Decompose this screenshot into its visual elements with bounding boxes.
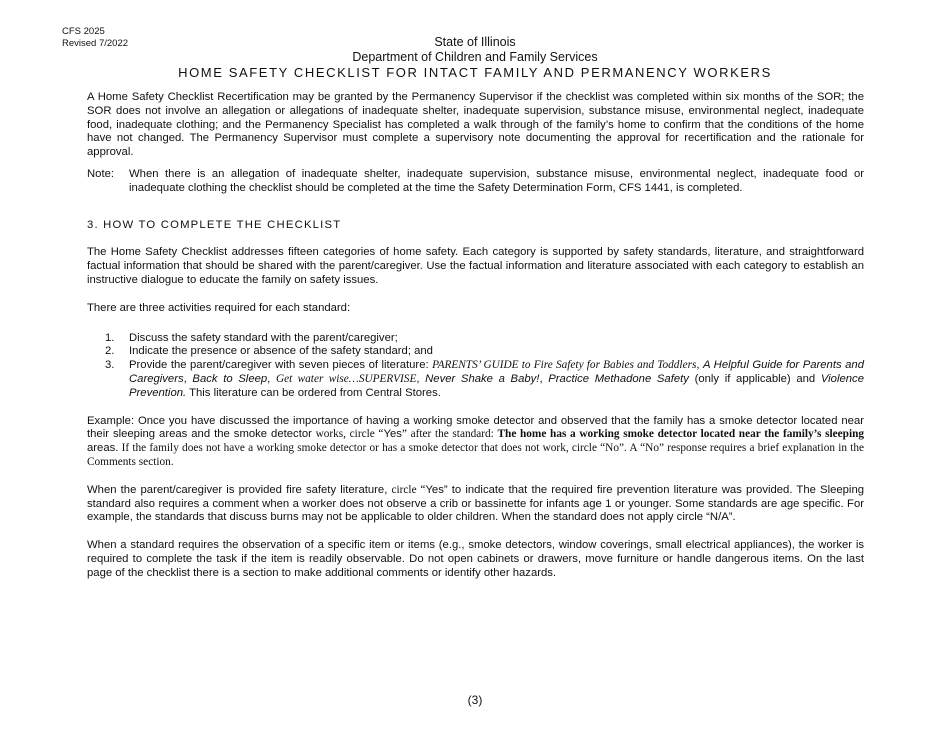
literature-title: Violence Prevention.: [129, 372, 864, 399]
list-item-text: [129, 359, 864, 400]
list-item: [87, 332, 864, 346]
example-text: ” after the standard:: [401, 428, 498, 441]
observation-paragraph: When a standard requires the observation of a specific item or items (e.g., smoke detectors, window coverings, small electrical appliances), the worker is required to complete the task if the item is readily observable. Do not open cabinets or drawers, move furniture or handle dangerous items. On the last page of the checklist there is a section to make additional comments or identify other hazards.: [87, 539, 864, 579]
list-item: [87, 345, 864, 359]
separator: ,: [183, 372, 193, 385]
form-number: CFS 2025: [62, 26, 105, 37]
literature-note: (only if applicable) and: [688, 372, 821, 385]
literature-title: Never Shake a Baby!: [425, 372, 540, 385]
document-title: HOME SAFETY CHECKLIST FOR INTACT FAMILY AND PERMANENCY WORKERS: [178, 65, 772, 80]
literature-lead: Provide the parent/caregiver with seven pieces of literature:: [129, 359, 433, 372]
example-text: If the family does not have a working smoke detector or has a smoke detector that does not work, circle “No”. A “No” response requires a brief explanation in the Comments section.: [87, 442, 864, 468]
literature-title: Get water wise…SUPERVISE: [275, 372, 417, 385]
section-heading: 3. HOW TO COMPLETE THE CHECKLIST: [87, 218, 342, 231]
section-paragraph-2: There are three activities required for each standard:: [87, 301, 351, 314]
form-revision: Revised 7/2022: [62, 38, 129, 49]
department-heading: Department of Children and Family Services: [352, 50, 598, 64]
list-item-number: 2.: [105, 345, 115, 358]
example-standard-end: areas.: [87, 442, 119, 455]
separator: ,: [267, 372, 276, 385]
activities-list: [87, 332, 864, 401]
section-paragraph-1: The Home Safety Checklist addresses fifteen categories of home safety. Each category is supported by safety standards, literature, and straightforward factual information that should be shared with the parent/caregiver. Use the factual information and literature associated with each category to establish an instructive dialogue to educate the family on safety issues.: [87, 246, 864, 286]
literature-paragraph: [87, 484, 864, 525]
page-number: (3): [467, 693, 483, 707]
literature-title: A Helpful Guide for Parents and Caregivers: [129, 359, 864, 385]
example-yes: Yes: [383, 428, 402, 441]
paragraph-text: circle “: [391, 483, 426, 496]
document-body: [87, 91, 864, 581]
literature-title: Practice Methadone Safety: [548, 372, 689, 385]
list-item: [87, 359, 864, 400]
list-item-text: Discuss the safety standard with the parent/caregiver;: [129, 331, 398, 344]
separator: ,: [696, 359, 704, 372]
note-text: When there is an allegation of inadequate shelter, inadequate supervision, substance misuse, environmental neglect, inadequate food or inadequate clothing the checklist should be completed at the time the Safety Determination Form, CFS 1441, is completed.: [129, 167, 864, 194]
literature-title: PARENTS’ GUIDE to Fire Safety for Babies and Toddlers: [432, 359, 697, 372]
literature-title: Back to Sleep: [192, 372, 268, 385]
state-heading: State of Illinois: [434, 35, 516, 49]
separator: ,: [416, 372, 426, 385]
example-paragraph: [87, 415, 864, 470]
intro-paragraph: A Home Safety Checklist Recertification may be granted by the Permanency Supervisor if the checklist was completed within six months of the SOR; the SOR does not involve an allegation or allegations of inadequate shelter, inadequate supervision, substance misuse, environmental neglect, inadequate food, inadequate clothing; and the Permanency Specialist has completed a walk through of the family’s home to confirm that the conditions of the home have not changed. The Permanency Supervisor must complete a supervisory note documenting the approval for recertification and the rationale for approval.: [87, 91, 864, 159]
note-block: [87, 168, 864, 196]
paragraph-text: Yes” to indicate that the required fire prevention literature was provided. The Sleeping standard also requires a comment when a worker does not observe a crib or bassinette for infants age 1 or younger. Some standards are age specific. For example, the standards that discuss burns may not be applicable to older children. When the standard does not apply circle “N/A”.: [87, 483, 865, 524]
list-item-text: Indicate the presence or absence of the safety standard; and: [129, 345, 433, 358]
note-label: Note:: [87, 167, 115, 180]
example-text: Example: Once you have discussed the importance of having a working smoke detector and observed that the family has a smoke detector located near their sleeping areas and the smoke detector: [87, 414, 864, 441]
example-text: works, circle “: [311, 428, 384, 441]
example-standard: The home has a working smoke detector located near the family’s sleeping: [497, 428, 865, 441]
literature-tail: This literature can be ordered from Central Stores.: [186, 386, 441, 399]
list-item-number: 1.: [105, 331, 115, 344]
paragraph-text: When the parent/caregiver is provided fire safety literature,: [87, 483, 392, 496]
separator: ,: [539, 372, 549, 385]
list-item-number: 3.: [105, 359, 115, 372]
